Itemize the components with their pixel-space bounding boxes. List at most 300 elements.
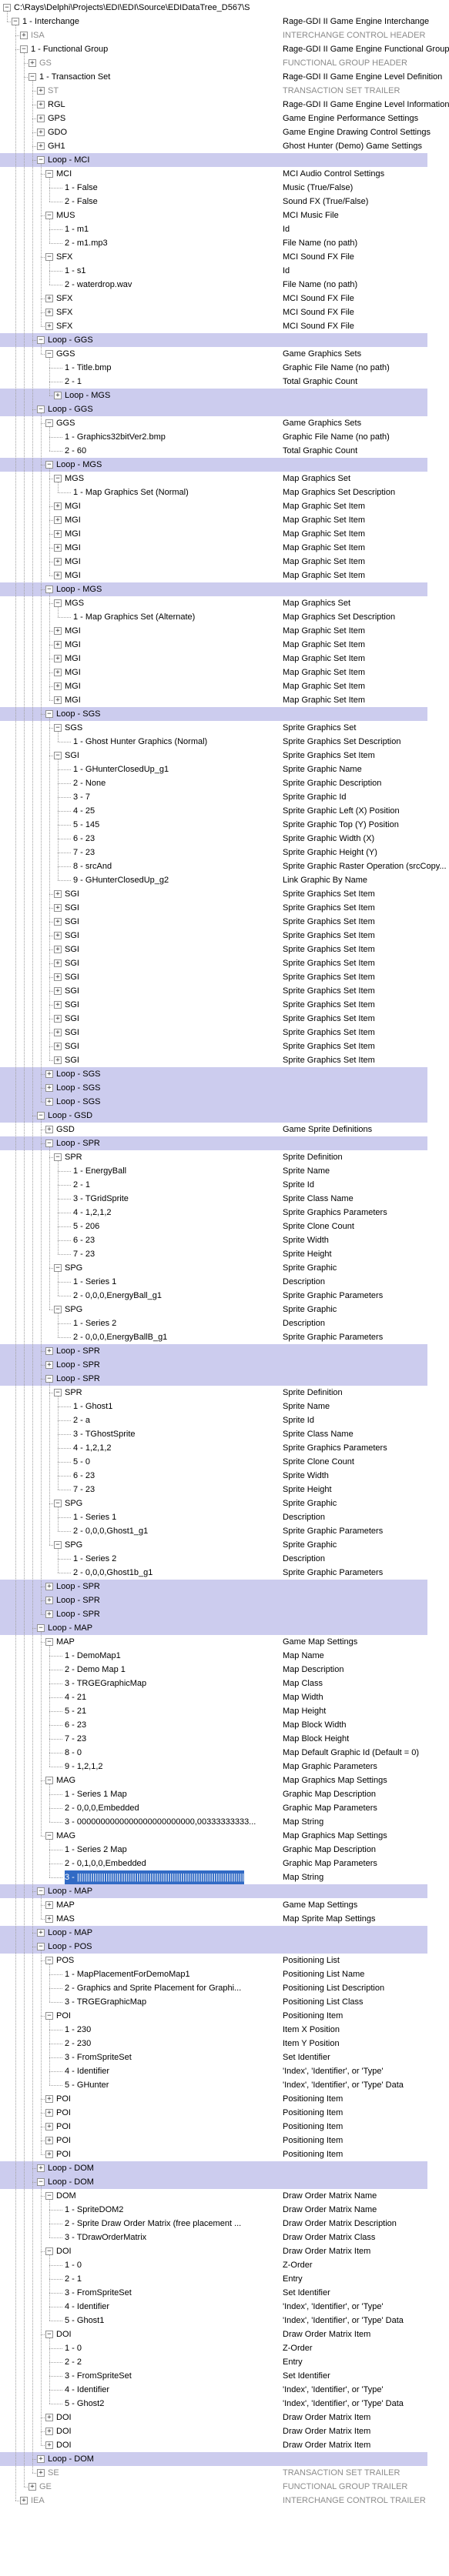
tree-node[interactable]	[0, 1663, 427, 1677]
tree-node[interactable]	[0, 956, 427, 970]
tree-node[interactable]	[0, 2327, 427, 2341]
collapse-icon[interactable]: −	[12, 18, 19, 25]
collapse-icon[interactable]: −	[54, 475, 62, 482]
tree-loop-node[interactable]	[0, 1358, 427, 1372]
tree-node[interactable]	[0, 167, 427, 181]
collapse-icon[interactable]: −	[37, 1943, 45, 1950]
tree-loop-node[interactable]	[0, 1926, 427, 1940]
tree-node[interactable]	[0, 1427, 427, 1441]
expand-icon[interactable]: +	[54, 932, 62, 939]
tree-node[interactable]	[0, 2438, 427, 2452]
tree-node[interactable]	[0, 901, 427, 915]
tree-node[interactable]	[0, 2244, 427, 2258]
tree-node[interactable]	[0, 195, 427, 209]
tree-node[interactable]	[0, 1469, 427, 1483]
tree-node[interactable]	[0, 721, 427, 735]
tree-loop-node[interactable]	[0, 1621, 427, 1635]
tree-node[interactable]	[0, 1510, 427, 1524]
collapse-icon[interactable]: −	[45, 1777, 53, 1784]
tree-node[interactable]	[0, 2064, 427, 2078]
tree-node[interactable]	[0, 1704, 427, 1718]
expand-icon[interactable]: +	[45, 1901, 53, 1909]
expand-icon[interactable]: +	[45, 2414, 53, 2421]
tree-node[interactable]	[0, 915, 427, 929]
expand-icon[interactable]: +	[54, 890, 62, 898]
tree-node[interactable]	[0, 1912, 427, 1926]
collapse-icon[interactable]: −	[20, 45, 28, 53]
tree-connector-line	[58, 866, 71, 867]
tree-loop-node[interactable]	[0, 458, 427, 472]
tree-node-description: MCI Audio Control Settings	[283, 169, 385, 179]
expand-icon[interactable]: +	[37, 2455, 45, 2463]
tree-node[interactable]	[0, 181, 427, 195]
collapse-icon[interactable]: −	[54, 599, 62, 607]
expand-icon[interactable]: +	[45, 2109, 53, 2117]
tree-loop-node[interactable]	[0, 1136, 427, 1150]
tree-node[interactable]	[0, 541, 427, 555]
collapse-icon[interactable]: −	[45, 2247, 53, 2255]
tree-node[interactable]	[0, 1760, 427, 1774]
expand-icon[interactable]: +	[20, 2497, 28, 2504]
collapse-icon[interactable]: −	[54, 752, 62, 759]
tree-loop-node[interactable]	[0, 333, 427, 347]
tree-node[interactable]	[0, 569, 427, 582]
tree-node[interactable]	[0, 1898, 427, 1912]
tree-node[interactable]	[0, 1233, 427, 1247]
expand-icon[interactable]: +	[45, 2095, 53, 2103]
tree-node[interactable]	[0, 222, 427, 236]
tree-node[interactable]	[0, 818, 427, 832]
collapse-icon[interactable]: −	[45, 1638, 53, 1646]
expand-icon[interactable]: +	[45, 1610, 53, 1618]
tree-node[interactable]	[0, 1677, 427, 1690]
tree-node[interactable]	[0, 679, 427, 693]
expand-icon[interactable]: +	[45, 1583, 53, 1590]
tree-node[interactable]	[0, 1718, 427, 1732]
tree-node[interactable]	[0, 1441, 427, 1455]
tree-node[interactable]	[0, 790, 427, 804]
tree-node[interactable]	[0, 56, 427, 70]
tree-node-description: Game Map Settings	[283, 1637, 358, 1647]
expand-icon[interactable]: +	[45, 2441, 53, 2449]
tree-node-description: Sprite Id	[283, 1416, 314, 1425]
expand-icon[interactable]: +	[54, 973, 62, 981]
tree-node[interactable]	[0, 859, 447, 873]
collapse-icon[interactable]: −	[45, 461, 53, 469]
collapse-icon[interactable]: −	[37, 1887, 45, 1895]
tree-node[interactable]	[0, 1123, 427, 1136]
expand-icon[interactable]: +	[37, 87, 45, 95]
expand-icon[interactable]: +	[45, 1597, 53, 1604]
collapse-icon[interactable]: −	[45, 2192, 53, 2200]
tree-node[interactable]	[0, 139, 427, 153]
expand-icon[interactable]: +	[45, 2123, 53, 2131]
collapse-icon[interactable]: −	[54, 1153, 62, 1161]
expand-icon[interactable]: +	[54, 1043, 62, 1050]
expand-icon[interactable]: +	[45, 2137, 53, 2144]
expand-icon[interactable]: +	[54, 655, 62, 662]
tree-node[interactable]	[0, 1483, 427, 1497]
tree-node[interactable]	[0, 1732, 427, 1746]
expand-icon[interactable]: +	[37, 115, 45, 122]
tree-node-label: SGI	[65, 1000, 79, 1009]
expand-icon[interactable]: +	[54, 1015, 62, 1023]
tree-node-description: Sprite Graphic Name	[283, 765, 362, 774]
tree-node-label: 5 - Ghost1	[65, 2316, 105, 2325]
tree-node[interactable]	[0, 1164, 427, 1178]
collapse-icon[interactable]: −	[54, 1500, 62, 1507]
tree-node[interactable]	[0, 375, 427, 389]
expand-icon[interactable]: +	[45, 2428, 53, 2435]
tree-loop-node[interactable]	[0, 2452, 427, 2466]
tree-node[interactable]	[0, 1787, 427, 1801]
tree-node[interactable]	[0, 2480, 427, 2494]
expand-icon[interactable]: +	[37, 1929, 45, 1937]
expand-icon[interactable]: +	[45, 295, 53, 302]
tree-node[interactable]	[0, 1843, 427, 1857]
collapse-icon[interactable]: −	[28, 73, 36, 81]
tree-node[interactable]	[0, 98, 449, 112]
expand-icon[interactable]: +	[45, 1098, 53, 1106]
expand-icon[interactable]: +	[45, 1084, 53, 1092]
tree-node[interactable]	[0, 2272, 427, 2286]
tree-node-description: Sprite Graphics Set Item	[283, 917, 375, 926]
tree-node[interactable]	[0, 2286, 427, 2300]
collapse-icon[interactable]: −	[45, 1140, 53, 1147]
tree-node[interactable]	[0, 278, 427, 292]
tree-node[interactable]	[0, 319, 427, 333]
collapse-icon[interactable]: −	[45, 419, 53, 427]
tree-node[interactable]	[0, 1635, 427, 1649]
tree-node[interactable]	[0, 555, 427, 569]
tree-node[interactable]	[0, 305, 427, 319]
tree-node[interactable]	[0, 361, 427, 375]
tree-node[interactable]	[0, 84, 427, 98]
tree-node[interactable]	[0, 2050, 427, 2064]
tree-node[interactable]	[0, 2300, 427, 2314]
expand-icon[interactable]: +	[54, 502, 62, 510]
collapse-icon[interactable]: −	[37, 2178, 45, 2186]
tree-loop-node[interactable]	[0, 1580, 427, 1593]
tree-node[interactable]	[0, 610, 427, 624]
tree-node[interactable]	[0, 1649, 427, 1663]
collapse-icon[interactable]: −	[54, 1389, 62, 1396]
tree-node[interactable]	[0, 1857, 427, 1870]
tree-node[interactable]	[0, 250, 427, 264]
expand-icon[interactable]: +	[54, 946, 62, 953]
expand-icon[interactable]: +	[54, 987, 62, 995]
tree-node[interactable]	[0, 776, 427, 790]
tree-loop-node[interactable]	[0, 707, 427, 721]
collapse-icon[interactable]: −	[54, 724, 62, 732]
tree-loop-node[interactable]	[0, 1081, 427, 1095]
expand-icon[interactable]: +	[54, 516, 62, 524]
tree-node[interactable]	[0, 1774, 427, 1787]
collapse-icon[interactable]: −	[37, 405, 45, 413]
expand-icon[interactable]: +	[54, 627, 62, 635]
tree-node[interactable]	[0, 1289, 427, 1303]
tree-node[interactable]	[0, 1400, 427, 1413]
tree-node[interactable]	[0, 2009, 427, 2023]
tree-node[interactable]	[0, 1690, 427, 1704]
tree-node[interactable]	[0, 1829, 427, 1843]
tree-node[interactable]	[0, 984, 427, 998]
expand-icon[interactable]: +	[54, 682, 62, 690]
expand-icon[interactable]: +	[54, 392, 62, 399]
expand-icon[interactable]: +	[37, 101, 45, 108]
tree-node[interactable]	[0, 1150, 427, 1164]
tree-node[interactable]	[0, 929, 427, 943]
tree-node[interactable]	[0, 1524, 427, 1538]
tree-node[interactable]	[0, 1815, 427, 1829]
tree-node[interactable]	[0, 1386, 427, 1400]
tree-node[interactable]	[0, 2258, 427, 2272]
tree-node[interactable]	[0, 1026, 427, 1039]
tree-node[interactable]	[0, 804, 427, 818]
tree-node[interactable]	[0, 1206, 427, 1220]
collapse-icon[interactable]: −	[37, 1112, 45, 1119]
tree-node[interactable]	[0, 2189, 427, 2203]
tree-loop-node[interactable]	[0, 2175, 427, 2189]
expand-icon[interactable]: +	[45, 1070, 53, 1078]
tree-node[interactable]	[0, 1012, 427, 1026]
tree-node[interactable]	[0, 762, 427, 776]
expand-icon[interactable]: +	[37, 2164, 45, 2172]
tree-node[interactable]	[0, 1039, 427, 1053]
tree-loop-node[interactable]	[0, 1067, 427, 1081]
expand-icon[interactable]: +	[54, 669, 62, 676]
expand-icon[interactable]: +	[54, 1001, 62, 1009]
tree-node[interactable]	[0, 15, 430, 28]
tree-node[interactable]	[0, 1566, 427, 1580]
tree-loop-node[interactable]	[0, 1372, 427, 1386]
tree-node[interactable]	[0, 1192, 427, 1206]
tree-node[interactable]	[0, 472, 427, 486]
tree-node[interactable]	[0, 42, 449, 56]
collapse-icon[interactable]: −	[45, 253, 53, 261]
expand-icon[interactable]: +	[54, 1056, 62, 1064]
tree-node[interactable]	[0, 638, 427, 652]
tree-node[interactable]	[0, 652, 427, 666]
tree-node[interactable]	[0, 2383, 427, 2397]
tree-loop-node[interactable]	[0, 1109, 427, 1123]
expand-icon[interactable]: +	[45, 2151, 53, 2158]
tree-node[interactable]	[0, 1178, 427, 1192]
tree-node[interactable]	[0, 1316, 427, 1330]
tree-node[interactable]	[0, 2231, 427, 2244]
collapse-icon[interactable]: −	[37, 1624, 45, 1632]
tree-node[interactable]	[0, 1746, 427, 1760]
collapse-icon[interactable]: −	[45, 1375, 53, 1383]
tree-node[interactable]	[0, 1053, 427, 1067]
tree-node[interactable]	[0, 2217, 427, 2231]
tree-node[interactable]	[0, 2147, 427, 2161]
tree-connector-line	[58, 769, 71, 770]
tree-node[interactable]	[0, 1275, 427, 1289]
tree-connector-line	[41, 1119, 42, 1614]
tree-loop-node[interactable]	[0, 1607, 427, 1621]
tree-node[interactable]	[0, 2078, 427, 2092]
tree-node-label: 1 - GHunterClosedUp_g1	[73, 765, 169, 774]
tree-node[interactable]	[0, 1538, 427, 1552]
collapse-icon[interactable]: −	[45, 710, 53, 718]
expand-icon[interactable]: +	[54, 572, 62, 579]
tree-node[interactable]	[0, 292, 427, 305]
tree-node[interactable]	[0, 513, 427, 527]
tree-node[interactable]	[0, 1954, 427, 1967]
collapse-icon[interactable]: −	[37, 156, 45, 164]
collapse-icon[interactable]: −	[45, 170, 53, 178]
tree-node[interactable]	[0, 693, 427, 707]
tree-node[interactable]	[0, 1220, 427, 1233]
tree-loop-node[interactable]	[0, 389, 427, 402]
collapse-icon[interactable]: −	[45, 350, 53, 358]
collapse-icon[interactable]: −	[54, 1541, 62, 1549]
expand-icon[interactable]: +	[54, 696, 62, 704]
tree-node[interactable]	[0, 2314, 427, 2327]
tree-node[interactable]	[0, 28, 427, 42]
tree-node[interactable]	[0, 2037, 427, 2050]
tree-node[interactable]	[0, 264, 427, 278]
tree-node[interactable]	[0, 347, 427, 361]
tree-node[interactable]	[0, 2092, 427, 2106]
expand-icon[interactable]: +	[45, 1361, 53, 1369]
tree-node[interactable]	[0, 2023, 427, 2037]
expand-icon[interactable]: +	[28, 59, 36, 67]
tree-node[interactable]	[0, 125, 431, 139]
tree-node[interactable]	[0, 1870, 427, 1884]
tree-loop-node[interactable]	[0, 2161, 427, 2175]
tree-loop-node[interactable]	[0, 582, 427, 596]
tree-node[interactable]	[0, 486, 427, 499]
expand-icon[interactable]: +	[20, 32, 28, 39]
tree-node[interactable]	[0, 2466, 427, 2480]
tree-node[interactable]	[0, 2106, 427, 2120]
tree-node[interactable]	[0, 666, 427, 679]
tree-node[interactable]	[0, 1981, 427, 1995]
tree-node-description: Positioning Item	[283, 2108, 343, 2117]
expand-icon[interactable]: +	[45, 322, 53, 330]
tree-node[interactable]	[0, 624, 427, 638]
tree-node[interactable]	[0, 1497, 427, 1510]
tree-loop-node[interactable]	[0, 153, 427, 167]
expand-icon[interactable]: +	[45, 1347, 53, 1355]
tree-node[interactable]	[0, 2120, 427, 2134]
tree-node[interactable]	[0, 430, 427, 444]
tree-node[interactable]	[0, 998, 427, 1012]
collapse-icon[interactable]: −	[45, 2012, 53, 2020]
expand-icon[interactable]: +	[28, 2483, 36, 2491]
collapse-icon[interactable]: −	[45, 1957, 53, 1964]
tree-node[interactable]	[0, 2355, 427, 2369]
tree-node[interactable]	[0, 2341, 427, 2355]
tree-node[interactable]	[0, 735, 427, 749]
expand-icon[interactable]: +	[37, 128, 45, 136]
tree-node[interactable]	[0, 416, 427, 430]
tree-node[interactable]	[0, 749, 427, 762]
expand-icon[interactable]: +	[54, 544, 62, 552]
tree-node-label: SPG	[65, 1540, 83, 1550]
tree-node[interactable]	[0, 2203, 427, 2217]
tree-node[interactable]	[0, 444, 427, 458]
tree-node[interactable]	[0, 2369, 427, 2383]
tree-node-description: Sprite Graphics Set Description	[283, 737, 401, 746]
tree-node[interactable]	[0, 209, 427, 222]
expand-icon[interactable]: +	[54, 959, 62, 967]
tree-node-label: DOI	[56, 2247, 72, 2256]
collapse-icon[interactable]: −	[54, 1264, 62, 1272]
tree-loop-node[interactable]	[0, 402, 427, 416]
expand-icon[interactable]: +	[54, 558, 62, 566]
tree-connector-line	[49, 2002, 62, 2003]
tree-node[interactable]	[0, 596, 427, 610]
collapse-icon[interactable]: −	[45, 586, 53, 593]
expand-icon[interactable]: +	[54, 918, 62, 926]
tree-node[interactable]	[0, 2494, 427, 2508]
tree-node[interactable]	[0, 1455, 427, 1469]
tree-node[interactable]	[0, 1303, 427, 1316]
tree-node[interactable]	[0, 1967, 427, 1981]
tree-loop-node[interactable]	[0, 1095, 427, 1109]
tree-node[interactable]	[0, 112, 427, 125]
tree-node[interactable]	[0, 1552, 427, 1566]
expand-icon[interactable]: +	[54, 1029, 62, 1036]
tree-node[interactable]	[0, 1, 427, 15]
expand-icon[interactable]: +	[54, 641, 62, 649]
tree-node[interactable]	[0, 943, 427, 956]
tree-node[interactable]	[0, 887, 427, 901]
expand-icon[interactable]: +	[45, 1915, 53, 1923]
expand-icon[interactable]: +	[45, 309, 53, 316]
tree-loop-node[interactable]	[0, 1344, 427, 1358]
tree-node[interactable]	[0, 1995, 427, 2009]
tree-node[interactable]	[0, 1261, 427, 1275]
expand-icon[interactable]: +	[37, 142, 45, 150]
tree-node[interactable]	[0, 2411, 427, 2424]
collapse-icon[interactable]: −	[3, 4, 11, 12]
tree-node[interactable]	[0, 970, 427, 984]
tree-node[interactable]	[0, 2134, 427, 2147]
expand-icon[interactable]: +	[37, 2469, 45, 2477]
collapse-icon[interactable]: −	[45, 212, 53, 219]
expand-icon[interactable]: +	[54, 530, 62, 538]
collapse-icon[interactable]: −	[37, 336, 45, 344]
tree-node[interactable]	[0, 846, 427, 859]
tree-loop-node[interactable]	[0, 1884, 427, 1898]
tree-node[interactable]	[0, 2424, 427, 2438]
tree-node[interactable]	[0, 236, 427, 250]
tree-node[interactable]	[0, 832, 427, 846]
tree-node-description: Rage-GDI II Game Engine Level Definition	[283, 72, 443, 82]
tree-node[interactable]	[0, 527, 427, 541]
tree-node[interactable]	[0, 1801, 427, 1815]
tree-node[interactable]	[0, 873, 427, 887]
tree-node[interactable]	[0, 499, 427, 513]
expand-icon[interactable]: +	[54, 904, 62, 912]
collapse-icon[interactable]: −	[45, 1832, 53, 1840]
tree-node-label: SPG	[65, 1499, 83, 1508]
tree-node[interactable]	[0, 2397, 427, 2411]
tree-loop-node[interactable]	[0, 1940, 427, 1954]
collapse-icon[interactable]: −	[45, 2331, 53, 2338]
expand-icon[interactable]: +	[45, 1126, 53, 1133]
tree-loop-node[interactable]	[0, 1593, 427, 1607]
tree-node[interactable]	[0, 1413, 427, 1427]
tree-node[interactable]	[0, 70, 443, 84]
collapse-icon[interactable]: −	[54, 1306, 62, 1313]
tree-node[interactable]	[0, 1247, 427, 1261]
tree-node[interactable]	[0, 1330, 427, 1344]
